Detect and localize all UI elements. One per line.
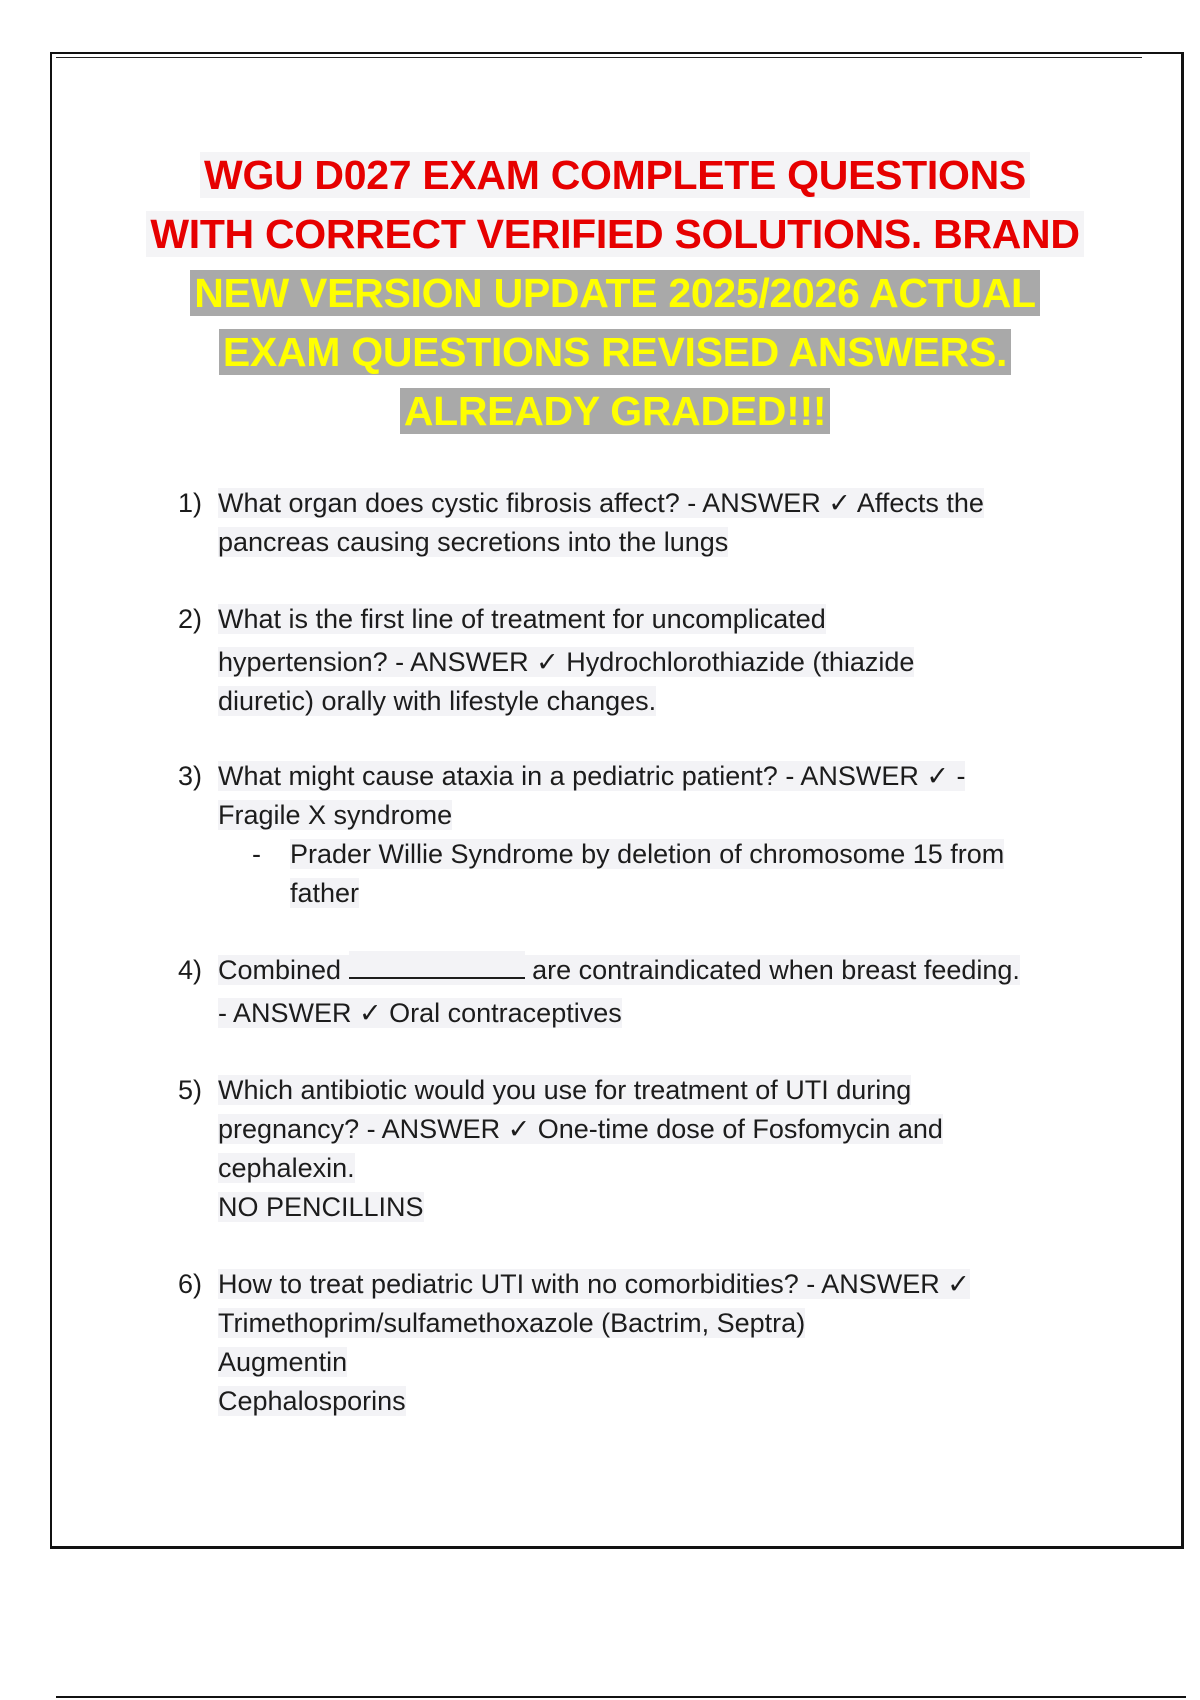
question-item-6 [178, 1265, 1098, 1421]
question-item-5 [178, 1071, 1098, 1227]
question-number: 6) [178, 1269, 203, 1299]
question-text: Which antibiotic would you use for treatment of UTI during pregnancy? - ANSWER ✓ One-time dose of Fosfomycin and cephalexin. NO PENCILLINS [218, 1075, 943, 1222]
question-item-4 [178, 951, 1098, 1033]
question-item-1 [178, 484, 1098, 562]
question-number: 1) [178, 488, 203, 518]
question-number: 3) [178, 761, 203, 791]
question-item-3 [178, 757, 1098, 913]
question-number: 2) [178, 604, 203, 634]
question-text: What might cause ataxia in a pediatric patient? - ANSWER ✓ - Fragile X syndrome - Prader Willie Syndrome by deletion of chromosome 15 from father [218, 757, 1098, 913]
title-line-3: NEW VERSION UPDATE 2025/2026 ACTUAL [120, 264, 1110, 323]
question-text: Combined are contraindicated when breast feeding. - ANSWER ✓ Oral contraceptives [218, 951, 1098, 1033]
question-text: How to treat pediatric UTI with no comorbidities? - ANSWER ✓ Trimethoprim/sulfamethoxazole (Bactrim, Septra) Augmentin Cephalosporins [218, 1269, 970, 1416]
bullet-dash: - [252, 839, 261, 869]
question-text: What is the first line of treatment for uncomplicated hypertension? - ANSWER ✓ Hydrochlorothiazide (thiazide diuretic) orally with lifestyle changes. [218, 604, 915, 716]
bottom-rule [56, 1696, 1186, 1698]
sub-bullet: - Prader Willie Syndrome by deletion of chromosome 15 from father [178, 835, 1098, 913]
title-line-2: WITH CORRECT VERIFIED SOLUTIONS. BRAND [120, 205, 1110, 264]
question-number: 5) [178, 1075, 203, 1105]
title-line-1: WGU D027 EXAM COMPLETE QUESTIONS [120, 146, 1110, 205]
question-number: 4) [178, 955, 203, 985]
document-title [120, 146, 1110, 441]
title-line-5: ALREADY GRADED!!! [120, 382, 1110, 441]
title-line-4: EXAM QUESTIONS REVISED ANSWERS. [120, 323, 1110, 382]
question-list [178, 484, 1098, 1459]
question-item-2 [178, 600, 1098, 721]
top-rule [56, 57, 1142, 58]
question-text: What organ does cystic fibrosis affect? - ANSWER ✓ Affects the pancreas causing secretions into the lungs [218, 488, 984, 557]
answer-blank [349, 951, 525, 979]
